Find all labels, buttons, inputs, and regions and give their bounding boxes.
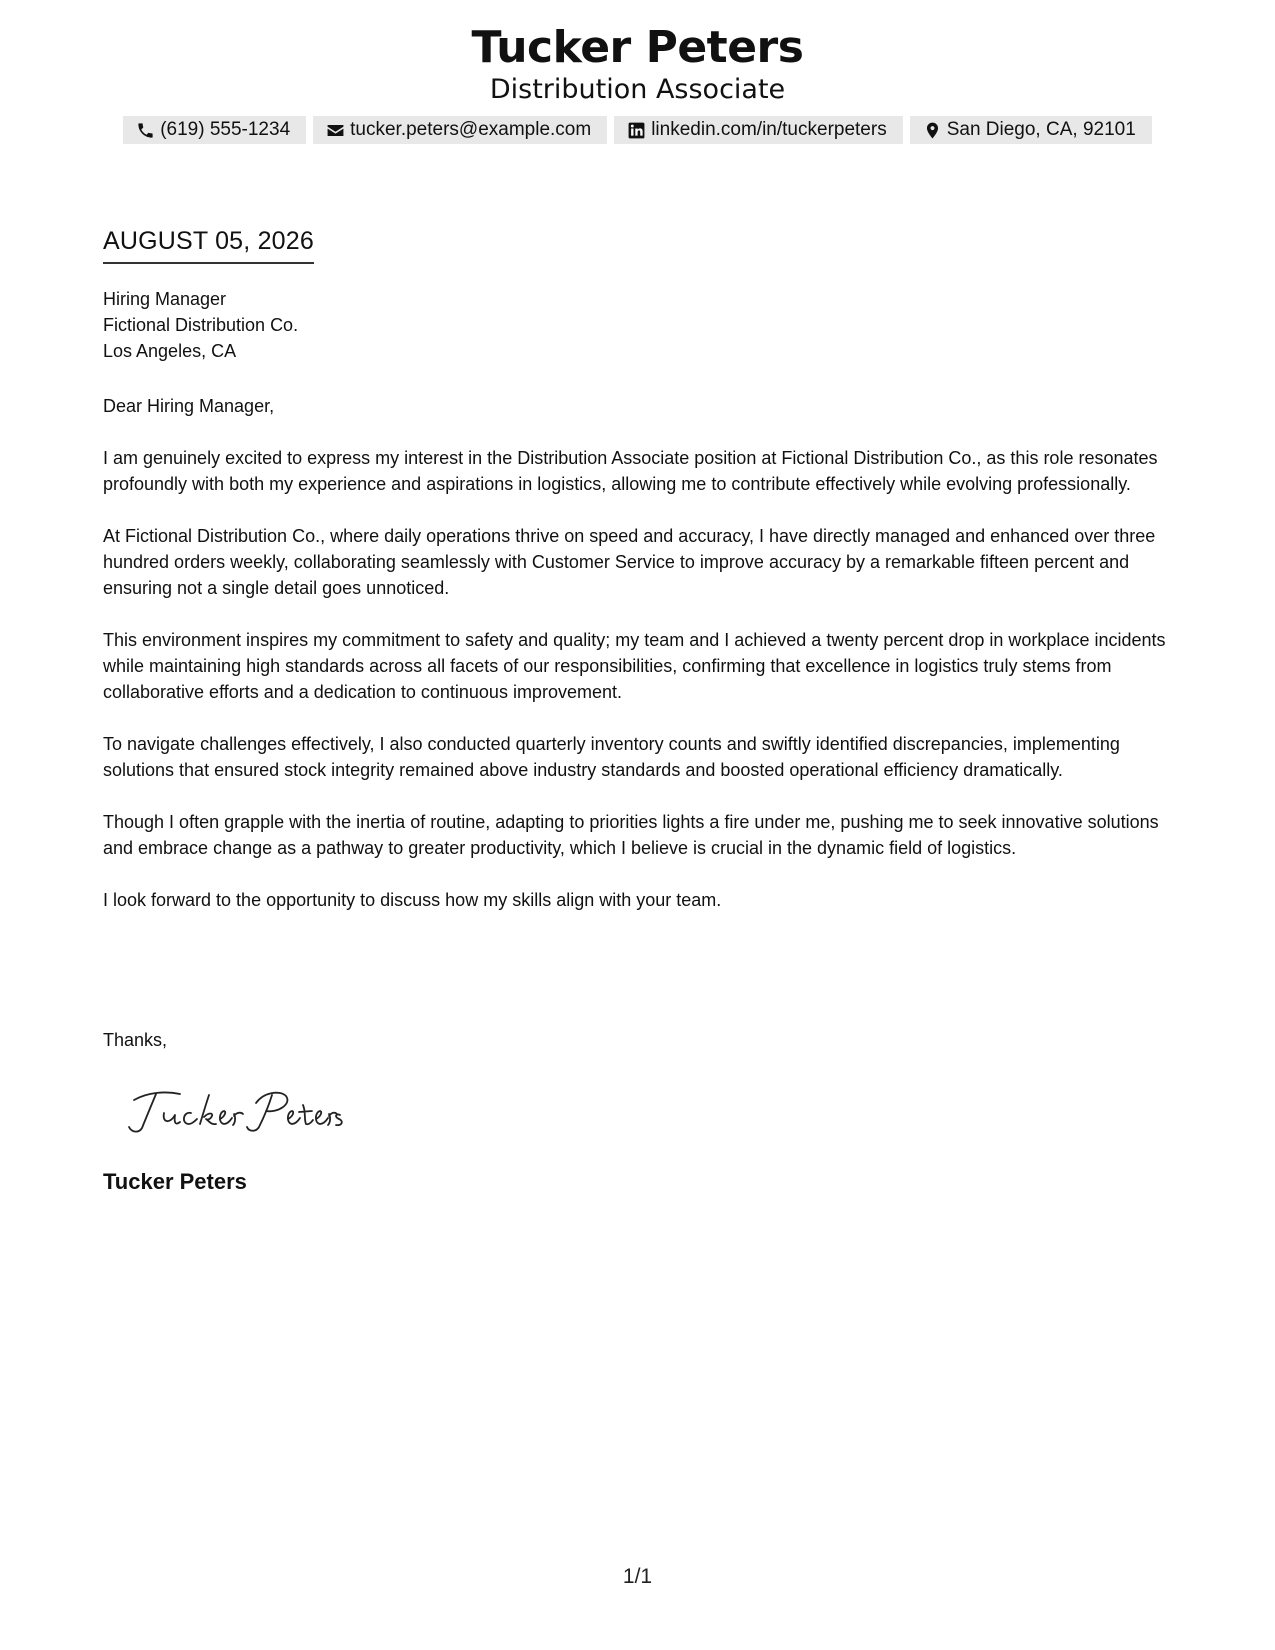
location-text: San Diego, CA, 92101 <box>946 119 1136 140</box>
body-paragraph: Though I often grapple with the inertia of routine, adapting to priorities lights a fire under me, pushing me to seek innovative solutions and embrace change as a pathway to greater productivity, which I believe is crucial in the dynamic field of logistics. <box>103 812 1159 858</box>
linkedin-text: linkedin.com/in/tuckerpeters <box>651 119 887 140</box>
email-contact[interactable] <box>313 116 607 144</box>
phone-icon <box>136 121 155 140</box>
body-paragraph: At Fictional Distribution Co., where daily operations thrive on speed and accuracy, I have directly managed and enhanced over three hundred orders weekly, collaborating seamlessly with Customer Service to improve accuracy by a remarkable fifteen percent and ensuring not a single detail goes unnoticed. <box>103 526 1156 598</box>
handwritten-signature <box>120 1082 350 1147</box>
signature-image <box>120 1082 350 1142</box>
body-paragraph: I am genuinely excited to express my interest in the Distribution Associate position at Fictional Distribution Co., as this role resonates profoundly with both my experience and aspirations in logistics, allowing me to contribute effectively while evolving professionally. <box>103 448 1158 494</box>
linkedin-contact[interactable] <box>614 116 903 144</box>
recipient-company: Fictional Distribution Co. <box>103 315 299 335</box>
map-marker-icon <box>923 121 942 140</box>
email-text: tucker.peters@example.com <box>350 119 592 140</box>
phone-text: (619) 555-1234 <box>160 119 291 140</box>
linkedin-icon <box>627 121 646 140</box>
recipient-block <box>103 286 298 364</box>
body-paragraph: To navigate challenges effectively, I also conducted quarterly inventory counts and swiftly identified discrepancies, implementing solutions that ensured stock integrity remained above industry standards and boosted operational efficiency dramatically. <box>103 734 1120 780</box>
body-paragraph: I look forward to the opportunity to discuss how my skills align with your team. <box>103 890 722 910</box>
recipient-location: Los Angeles, CA <box>103 341 237 361</box>
applicant-name: Tucker Peters <box>471 22 804 73</box>
job-title: Distribution Associate <box>489 74 786 105</box>
page-number: 1/1 <box>622 1565 653 1588</box>
contact-bar <box>0 116 1275 144</box>
letter-header <box>0 20 1275 144</box>
envelope-icon <box>326 121 345 140</box>
location-contact <box>910 116 1152 144</box>
closing: Thanks, <box>103 1030 168 1050</box>
body-paragraph: This environment inspires my commitment to safety and quality; my team and I achieved a twenty percent drop in workplace incidents while maintaining high standards across all facets of our responsibilities, confirming that excellence in logistics truly stems from collaborative efforts and a dedication to continuous improvement. <box>103 630 1166 702</box>
letter-body <box>103 393 1183 939</box>
salutation: Dear Hiring Manager, <box>103 396 275 416</box>
signer-name: Tucker Peters <box>103 1169 247 1194</box>
phone-contact <box>123 116 306 144</box>
recipient-title: Hiring Manager <box>103 289 227 309</box>
letter-date: AUGUST 05, 2026 <box>103 226 314 264</box>
